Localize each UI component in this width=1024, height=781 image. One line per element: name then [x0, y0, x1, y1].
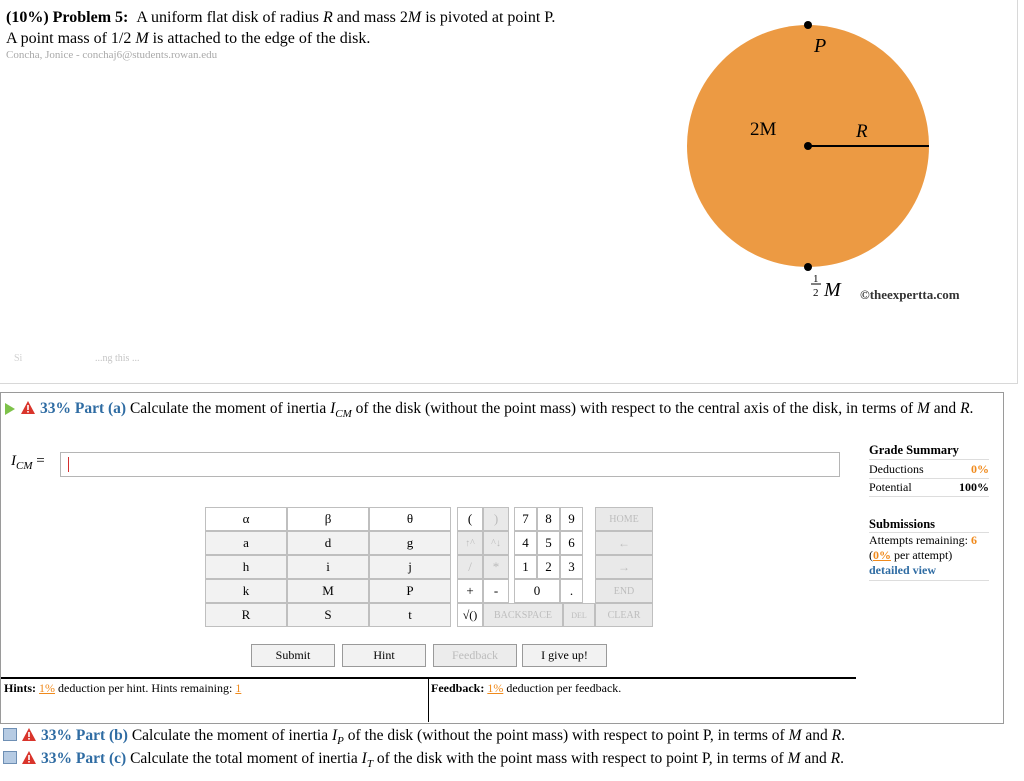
pivot-point: [804, 21, 812, 29]
feedback-percent: 1%: [487, 681, 504, 695]
answer-subscript: CM: [16, 460, 33, 472]
part-c-row[interactable]: [0, 750, 844, 770]
question-text: .: [840, 750, 844, 767]
inertia-subscript: T: [366, 758, 373, 771]
point-mass-dot: [804, 263, 812, 271]
key-r[interactable]: R: [205, 603, 287, 627]
key-clear[interactable]: CLEAR: [595, 603, 653, 627]
fraction-num: 1: [813, 273, 819, 285]
per-attempt-label: per attempt): [891, 548, 953, 562]
mass-label: 2M: [750, 119, 777, 140]
feedback-info: [431, 681, 621, 696]
problem-statement-line1: [6, 9, 555, 27]
key-1[interactable]: 1: [514, 555, 537, 579]
attempts-row: [869, 532, 989, 548]
faded-text: Si: [14, 353, 23, 364]
copyright-text: ©theexpertta.com: [860, 287, 960, 302]
grade-summary: [869, 443, 989, 581]
paren: (: [869, 548, 873, 562]
var-m: M: [788, 727, 802, 744]
question-text: and: [929, 400, 961, 417]
inertia-subscript: P: [337, 735, 344, 748]
collapsed-part-icon[interactable]: [3, 751, 17, 764]
statement-text: is pivoted at point P.: [421, 9, 556, 26]
key-5[interactable]: 5: [537, 531, 560, 555]
key-theta[interactable]: θ: [369, 507, 451, 531]
warning-icon: [21, 401, 35, 414]
key-paren-close[interactable]: ): [483, 507, 509, 531]
hints-remaining: 1: [235, 681, 242, 695]
divider: [428, 677, 429, 722]
potential-row: [869, 478, 989, 497]
hints-percent: 1%: [39, 681, 56, 695]
key-slash[interactable]: /: [457, 555, 483, 579]
key-6[interactable]: 6: [560, 531, 583, 555]
key-j[interactable]: j: [369, 555, 451, 579]
submissions-title: Submissions: [869, 517, 936, 531]
var-r: R: [831, 727, 842, 744]
feedback-text: deduction per feedback.: [503, 681, 622, 695]
key-del[interactable]: DEL: [563, 603, 595, 627]
pivot-label: P: [814, 35, 827, 57]
hints-text: deduction per hint. Hints remaining:: [55, 681, 236, 695]
part-c-percent: 33%: [41, 750, 72, 767]
key-k[interactable]: k: [205, 579, 287, 603]
part-a-percent: 33%: [40, 400, 71, 417]
collapsed-part-icon[interactable]: [3, 728, 17, 741]
deductions-value: 0%: [971, 462, 989, 476]
key-i[interactable]: i: [287, 555, 369, 579]
key-paren-open[interactable]: (: [457, 507, 483, 531]
potential-label: Potential: [869, 480, 912, 494]
key-star[interactable]: *: [483, 555, 509, 579]
var-m: M: [407, 9, 422, 26]
statement-text: A point mass of 1/2: [6, 30, 136, 47]
author-line: Concha, Jonice - conchaj6@students.rowan.edu: [6, 49, 218, 61]
key-m[interactable]: M: [287, 579, 369, 603]
key-h[interactable]: h: [205, 555, 287, 579]
answer-input[interactable]: [60, 452, 840, 477]
faded-text: ...ng this ...: [95, 353, 140, 364]
key-g[interactable]: g: [369, 531, 451, 555]
var-m: M: [917, 400, 930, 417]
key-backspace[interactable]: BACKSPACE: [483, 603, 563, 627]
problem-statement-line2: [6, 30, 370, 48]
problem-panel: [0, 0, 1018, 384]
deductions-label: Deductions: [869, 462, 924, 476]
give-up-button[interactable]: I give up!: [522, 644, 607, 667]
question-text: and: [801, 727, 832, 744]
key-8[interactable]: 8: [537, 507, 560, 531]
part-b-label[interactable]: Part (b): [75, 727, 128, 744]
expand-arrow-icon[interactable]: [5, 403, 15, 415]
key-7[interactable]: 7: [514, 507, 537, 531]
var-r: R: [960, 400, 970, 417]
detailed-view-link[interactable]: detailed view: [869, 563, 989, 581]
key-beta[interactable]: β: [287, 507, 369, 531]
statement-text: A uniform flat disk of radius: [136, 9, 323, 26]
key-3[interactable]: 3: [560, 555, 583, 579]
fraction-den: 2: [813, 287, 819, 299]
warning-icon: [22, 751, 36, 764]
key-p[interactable]: P: [369, 579, 451, 603]
key-t[interactable]: t: [369, 603, 451, 627]
statement-text: is attached to the edge of the disk.: [148, 30, 371, 47]
answer-equals: =: [32, 453, 45, 469]
hints-label: Hints:: [4, 681, 37, 695]
question-text: Calculate the total moment of inertia: [126, 750, 362, 767]
answer-label: [11, 453, 45, 472]
per-attempt-value: 0%: [873, 548, 891, 562]
key-right-arrow[interactable]: →: [595, 555, 653, 579]
inertia-symbol: I: [330, 400, 336, 417]
part-b-percent: 33%: [41, 727, 72, 744]
statement-text: and mass 2: [332, 9, 408, 26]
key-home[interactable]: HOME: [595, 507, 653, 531]
key-s[interactable]: S: [287, 603, 369, 627]
key-dot[interactable]: .: [560, 579, 583, 603]
key-2[interactable]: 2: [537, 555, 560, 579]
key-4[interactable]: 4: [514, 531, 537, 555]
key-a[interactable]: a: [205, 531, 287, 555]
part-a-question: [5, 398, 995, 425]
var-r: R: [322, 9, 333, 26]
key-plus[interactable]: +: [457, 579, 483, 603]
question-text: Calculate the moment of inertia: [126, 400, 331, 417]
warning-icon: [22, 728, 36, 741]
problem-header: (10%) Problem 5:: [6, 9, 129, 26]
question-text: Calculate the moment of inertia: [127, 727, 332, 744]
question-text: .: [841, 727, 845, 744]
disk-figure: [680, 18, 1020, 308]
answer-symbol: I: [11, 453, 16, 469]
grade-summary-title: Grade Summary: [869, 443, 959, 457]
radius-label: R: [856, 121, 868, 142]
var-m: M: [787, 750, 801, 767]
key-up-arrow[interactable]: ↑^: [457, 531, 483, 555]
hint-button[interactable]: Hint: [342, 644, 426, 667]
question-text: of the disk (without the point mass) with respect to the central axis of the disk, in terms of: [351, 400, 917, 417]
part-c-label[interactable]: Part (c): [75, 750, 127, 767]
submit-button[interactable]: Submit: [251, 644, 335, 667]
key-left-arrow[interactable]: ←: [595, 531, 653, 555]
key-0[interactable]: 0: [514, 579, 560, 603]
point-mass-var: M: [824, 279, 841, 301]
var-r: R: [830, 750, 841, 767]
key-up-down[interactable]: ^↓: [483, 531, 509, 555]
key-9[interactable]: 9: [560, 507, 583, 531]
feedback-label: Feedback:: [431, 681, 485, 695]
attempts-value: 6: [970, 533, 977, 547]
inertia-symbol: I: [331, 727, 338, 744]
deductions-row: [869, 459, 989, 477]
hints-info: [4, 681, 241, 696]
question-text: .: [969, 400, 974, 417]
question-text: of the disk (without the point mass) with respect to point P, in terms of: [343, 727, 789, 744]
key-sqrt[interactable]: √(): [457, 603, 483, 627]
potential-value: 100%: [959, 480, 989, 494]
per-attempt-row: [869, 548, 989, 563]
part-b-row[interactable]: [0, 727, 845, 747]
key-alpha[interactable]: α: [205, 507, 287, 531]
var-m: M: [135, 30, 149, 47]
key-end[interactable]: END: [595, 579, 653, 603]
key-d[interactable]: d: [287, 531, 369, 555]
attempts-label: Attempts remaining:: [869, 533, 971, 547]
key-minus[interactable]: -: [483, 579, 509, 603]
inertia-subscript: CM: [335, 408, 352, 421]
question-text: and: [800, 750, 831, 767]
feedback-button[interactable]: Feedback: [433, 644, 517, 667]
inertia-symbol: I: [361, 750, 367, 767]
text-caret: [68, 457, 69, 472]
part-a-label: Part (a): [74, 400, 127, 417]
question-text: of the disk with the point mass with respect to point P, in terms of: [372, 750, 788, 767]
